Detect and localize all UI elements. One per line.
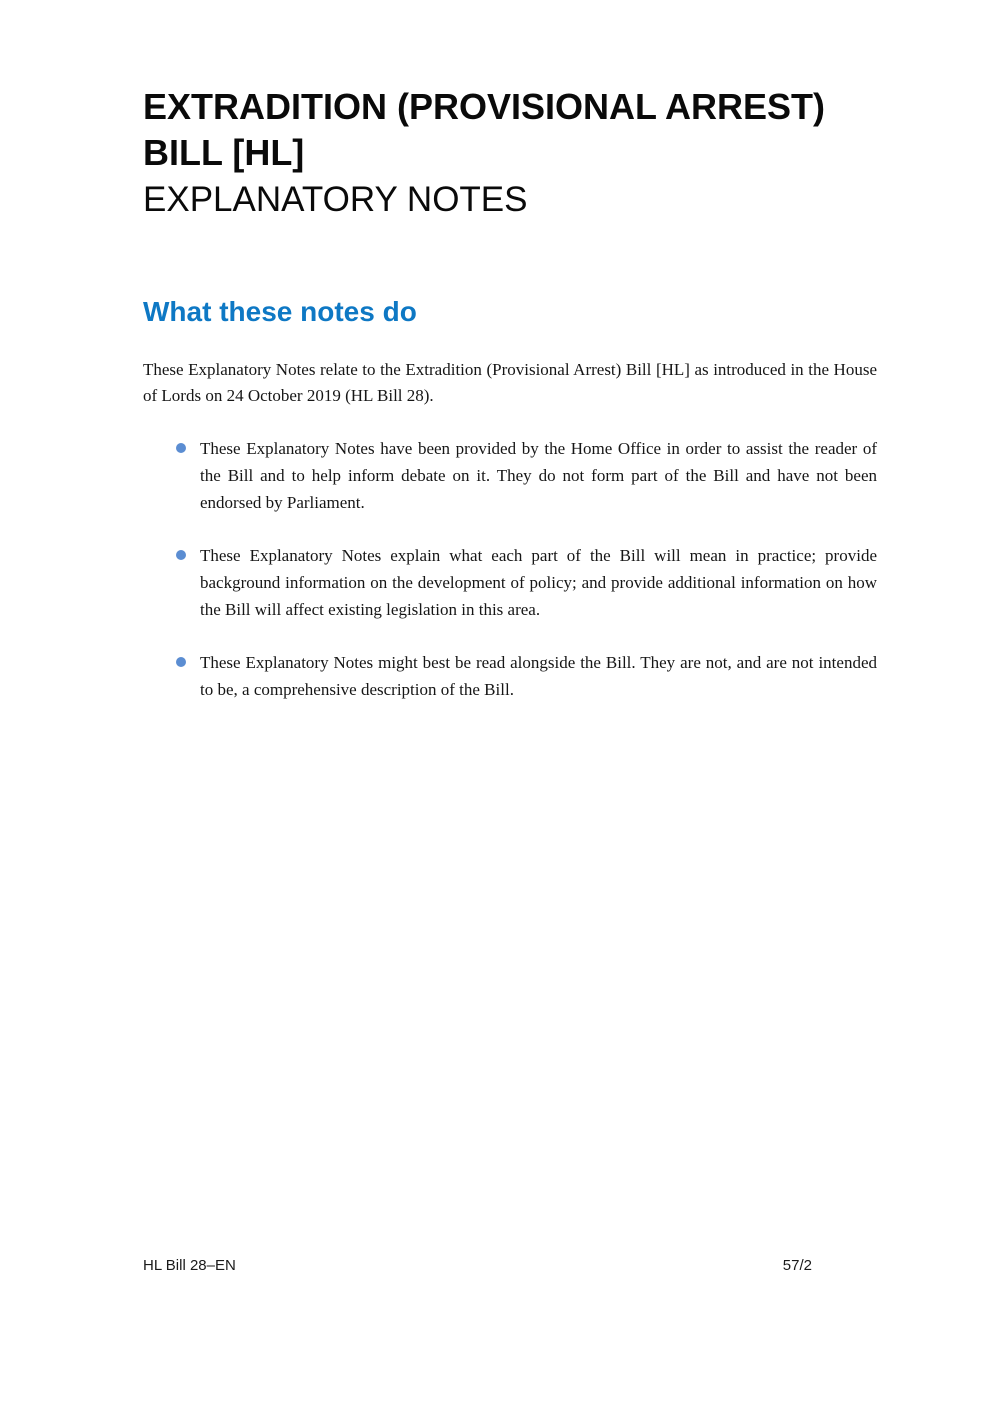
footer-page-number: 57/2: [782, 1257, 812, 1274]
bullet-icon: [176, 657, 186, 667]
page-footer: [143, 1256, 877, 1276]
section-heading: What these notes do: [143, 296, 417, 327]
bullet-icon: [176, 550, 186, 560]
page-title-line-1: EXTRADITION (PROVISIONAL ARREST): [143, 86, 826, 127]
footer-bill-number: HL Bill 28–EN: [143, 1257, 236, 1274]
list-item: [143, 542, 877, 623]
intro-paragraph: These Explanatory Notes relate to the Extradition (Provisional Arrest) Bill [HL] as introduced in the House of Lords on 24 October 2019 (HL Bill 28).: [143, 360, 877, 405]
list-item: [143, 435, 877, 516]
bullet-text: These Explanatory Notes might best be read alongside the Bill. They are not, and are not intended to be, a comprehensive description of the Bill.: [200, 653, 877, 699]
bullet-text: These Explanatory Notes explain what each part of the Bill will mean in practice; provide background information on the development of policy; and provide additional information on how the Bill will affect existing legislation in this area.: [200, 546, 877, 619]
list-item: [143, 649, 877, 703]
page-title: [143, 84, 877, 176]
bullet-list: [143, 435, 877, 703]
document-subtitle: EXPLANATORY NOTES: [143, 180, 528, 219]
bullet-text: These Explanatory Notes have been provided by the Home Office in order to assist the reader of the Bill and to help inform debate on it. They do not form part of the Bill and have not been endorsed by Parliament.: [200, 439, 877, 512]
page-title-line-2: BILL [HL]: [143, 132, 305, 173]
bullet-icon: [176, 443, 186, 453]
